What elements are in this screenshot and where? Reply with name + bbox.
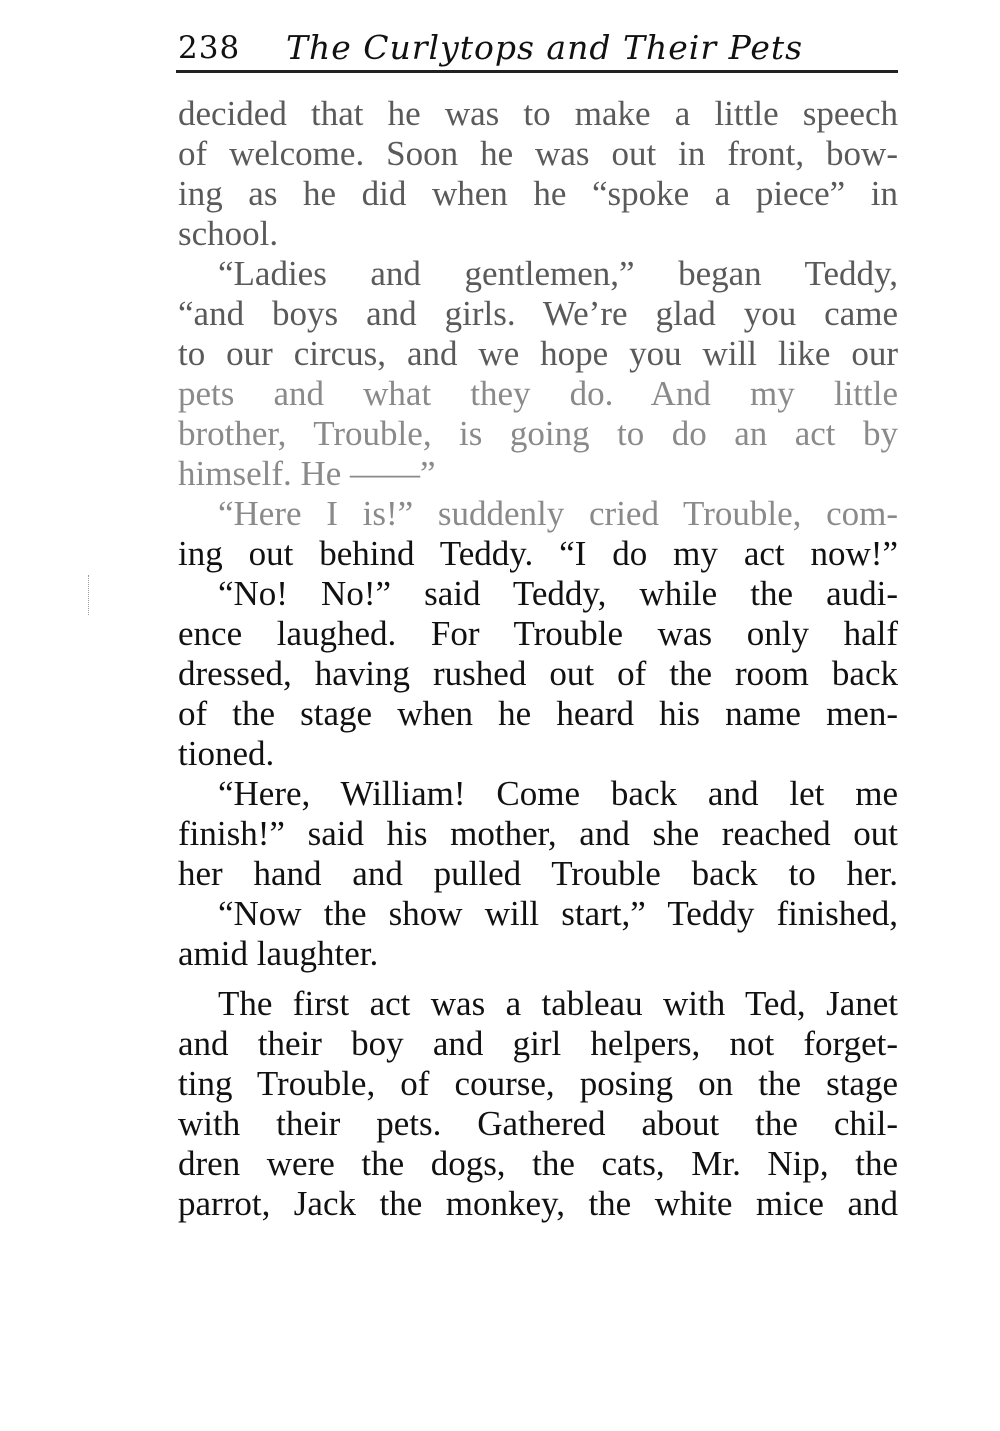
text-line: “No! No!” said Teddy, while the audi- <box>218 574 898 613</box>
page-number: 238 <box>178 30 241 66</box>
text-line: school. <box>178 214 279 253</box>
page-header <box>178 28 898 72</box>
text-line: ing out behind Teddy. “I do my act now!” <box>178 534 898 573</box>
text-line: pets and what they do. And my little <box>178 374 898 413</box>
text-line: dressed, having rushed out of the room back <box>178 654 898 693</box>
text-line: with their pets. Gathered about the chil- <box>178 1104 898 1143</box>
text-line: parrot, Jack the monkey, the white mice and <box>178 1184 898 1223</box>
text-line: The first act was a tableau with Ted, Janet <box>218 984 898 1023</box>
text-line: brother, Trouble, is going to do an act by <box>178 414 898 453</box>
body-text <box>178 94 898 1224</box>
paragraph-gap <box>178 974 898 984</box>
text-line: and their boy and girl helpers, not forget- <box>178 1024 898 1063</box>
text-line: her hand and pulled Trouble back to her. <box>178 854 898 893</box>
text-line: of the stage when he heard his name men- <box>178 694 898 733</box>
text-line: dren were the dogs, the cats, Mr. Nip, the <box>178 1144 898 1183</box>
margin-mark <box>88 575 92 615</box>
text-line: ence laughed. For Trouble was only half <box>178 614 898 653</box>
text-line: of welcome. Soon he was out in front, bow- <box>178 134 898 173</box>
text-line: finish!” said his mother, and she reached out <box>178 814 898 853</box>
text-line: “Here I is!” suddenly cried Trouble, com- <box>218 494 898 533</box>
text-line: “Ladies and gentlemen,” began Teddy, <box>218 254 898 293</box>
text-line: “and boys and girls. We’re glad you came <box>178 294 898 333</box>
running-title: The Curlytops and Their Pets <box>286 28 804 67</box>
text-line: “Here, William! Come back and let me <box>218 774 898 813</box>
text-line: ting Trouble, of course, posing on the stage <box>178 1064 898 1103</box>
header-rule <box>176 70 898 73</box>
text-line: ing as he did when he “spoke a piece” in <box>178 174 898 213</box>
text-line: amid laughter. <box>178 934 379 973</box>
text-line: tioned. <box>178 734 275 773</box>
text-line: “Now the show will start,” Teddy finished, <box>218 894 898 933</box>
text-line: himself. He ——” <box>178 454 436 493</box>
text-line: to our circus, and we hope you will like our <box>178 334 898 373</box>
text-line: decided that he was to make a little speech <box>178 94 898 133</box>
